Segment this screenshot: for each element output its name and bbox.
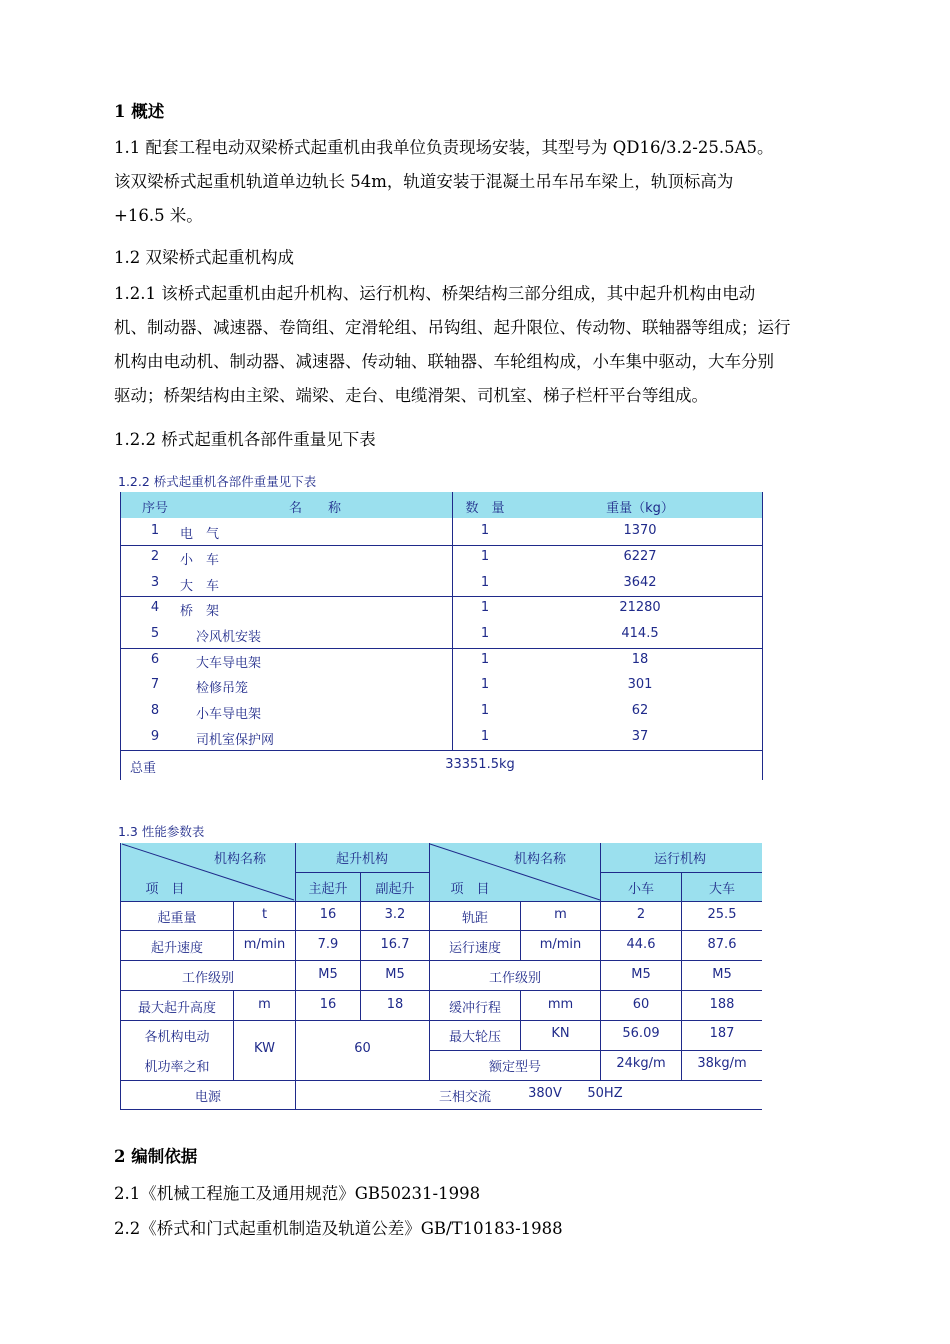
r1-trolley: 2 [636,907,646,922]
col-header-no: 序号 [141,501,168,516]
r4-unit-r: mm [547,997,574,1012]
table-rule [430,1050,762,1051]
weight-table-caption: 1.2.2 桥式起重机各部件重量见下表 [118,474,317,489]
r2-label-r: 运行速度 [448,941,501,956]
r2-main: 7.9 [317,937,339,952]
r1-unit-r: m [554,907,567,922]
r6-value-3: 50HZ [587,1086,623,1101]
paragraph-line: 该双梁桥式起重机轨道单边轨长 54m，轨道安装于混凝土吊车吊车梁上，轨顶标高为 [114,172,734,191]
row-qty: 1 [480,549,490,564]
row-no: 8 [150,703,160,718]
row-qty: 1 [480,523,490,538]
r1-crane: 25.5 [707,907,737,922]
row-qty: 1 [480,652,490,667]
reference-item: 2.2《桥式和门式起重机制造及轨道公差》GB/T10183-1988 [114,1219,563,1238]
row-no: 4 [150,600,160,615]
r5-label-2: 机功率之和 [144,1060,210,1075]
row-weight: 414.5 [621,626,659,641]
r4-label: 最大起升高度 [137,1001,216,1016]
table-rule [120,930,762,931]
r5-wheel-unit: KN [551,1026,570,1041]
r2-label: 起升速度 [150,941,203,956]
r4-label-r: 缓冲行程 [448,1001,501,1016]
r6-label: 电源 [194,1090,221,1105]
r5-wheel-trolley: 56.09 [622,1026,660,1041]
table-rule [120,960,762,961]
total-value: 33351.5kg [445,757,515,772]
r3-label-r: 工作级别 [488,971,541,986]
r5-wheel-crane: 187 [709,1026,735,1041]
r3-trolley: M5 [631,967,651,982]
row-name: 大 车 [180,579,220,594]
table-rule [120,901,762,902]
r3-label: 工作级别 [181,971,234,986]
row-name: 桥 架 [180,604,220,619]
row-weight: 3642 [623,575,657,590]
section-2-heading: 2 编制依据 [114,1147,198,1166]
h-crane: 大车 [708,882,735,897]
row-qty: 1 [480,677,490,692]
r1-aux: 3.2 [384,907,406,922]
paragraph-line: 1.2.1 该桥式起重机由起升机构、运行机构、桥架结构三部分组成，其中起升机构由电动 [114,284,756,303]
row-no: 6 [150,652,160,667]
r5-rail-trolley: 24kg/m [616,1056,666,1071]
row-weight: 6227 [623,549,657,564]
r1-unit: t [261,907,268,922]
r3-aux: M5 [385,967,405,982]
r2-trolley: 44.6 [626,937,656,952]
r4-main: 16 [319,997,337,1012]
paragraph-line: +16.5 米。 [114,206,203,225]
table-rule [295,872,429,873]
row-name: 检修吊笼 [196,681,249,696]
row-name: 司机室保护网 [196,733,275,748]
h-aux-lift: 副起升 [375,882,415,897]
row-qty: 1 [480,575,490,590]
row-qty: 1 [480,703,490,718]
r4-unit: m [258,997,271,1012]
row-no: 7 [150,677,160,692]
row-name: 电 气 [180,527,220,542]
r4-trolley: 60 [632,997,650,1012]
paragraph-line: 机、制动器、减速器、卷筒组、定滑轮组、吊钩组、起升限位、传动物、联轴器等组成；运行 [114,318,791,337]
r5-rail-label: 额定型号 [488,1060,541,1075]
col-header-name: 名 称 [288,501,341,516]
h-travel: 运行机构 [653,852,706,867]
h-mech-name-left: 机构名称 [213,852,266,867]
row-no: 1 [150,523,160,538]
r1-main: 16 [319,907,337,922]
section-1-heading: 1 概述 [114,102,165,121]
table-rule [120,1020,762,1021]
h-item-left: 项 目 [145,882,185,897]
row-name: 小车导电架 [196,707,262,722]
h-main-lift: 主起升 [308,882,348,897]
row-weight: 301 [627,677,653,692]
r3-main: M5 [318,967,338,982]
r1-label-r: 轨距 [461,911,488,926]
r5-label-1: 各机构电动 [144,1030,210,1045]
row-name: 小 车 [180,553,220,568]
row-weight: 21280 [619,600,661,615]
row-name: 冷风机安装 [196,630,262,645]
paragraph-line: 1.1 配套工程电动双梁桥式起重机由我单位负责现场安装，其型号为 QD16/3.2-25.5A5。 [114,138,774,157]
h-trolley: 小车 [627,882,654,897]
row-no: 5 [150,626,160,641]
r4-aux: 18 [386,997,404,1012]
row-no: 3 [150,575,160,590]
table-border [120,1109,762,1110]
paragraph-line: 驱动；桥架结构由主梁、端梁、走台、电缆滑架、司机室、梯子栏杆平台等组成。 [114,386,708,405]
r3-crane: M5 [712,967,732,982]
r6-value-2: 380V [528,1086,562,1101]
subheading-1-2: 1.2 双梁桥式起重机构成 [114,248,294,267]
reference-item: 2.1《机械工程施工及通用规范》GB50231-1998 [114,1184,481,1203]
r1-label: 起重量 [157,911,197,926]
table-rule [120,1080,762,1081]
row-weight: 37 [631,729,649,744]
row-qty: 1 [480,626,490,641]
row-weight: 18 [631,652,649,667]
paragraph-1-2-2: 1.2.2 桥式起重机各部件重量见下表 [114,430,376,449]
r5-wheel-label: 最大轮压 [448,1030,501,1045]
r2-crane: 87.6 [707,937,737,952]
r6-value-1: 三相交流 [438,1090,491,1105]
r4-crane: 188 [709,997,735,1012]
row-no: 9 [150,729,160,744]
total-label: 总重 [130,761,157,776]
col-header-weight: 重量（kg） [606,501,674,516]
h-mech-name-right: 机构名称 [513,852,566,867]
h-item-right: 项 目 [450,882,490,897]
row-weight: 62 [631,703,649,718]
h-lift: 起升机构 [335,852,388,867]
r5-rail-crane: 38kg/m [697,1056,747,1071]
table-rule [120,990,762,991]
paragraph-line: 机构由电动机、制动器、减速器、传动轴、联轴器、车轮组构成，小车集中驱动，大车分别 [114,352,774,371]
r2-unit: m/min [243,937,286,952]
r5-value: 60 [354,1041,371,1056]
r2-unit-r: m/min [539,937,582,952]
r2-aux: 16.7 [380,937,410,952]
perf-table-caption: 1.3 性能参数表 [118,824,205,839]
col-header-qty: 数 量 [465,501,505,516]
r5-unit: KW [254,1041,275,1056]
row-name: 大车导电架 [196,656,262,671]
row-no: 2 [150,549,160,564]
row-qty: 1 [480,729,490,744]
row-qty: 1 [480,600,490,615]
row-weight: 1370 [623,523,657,538]
